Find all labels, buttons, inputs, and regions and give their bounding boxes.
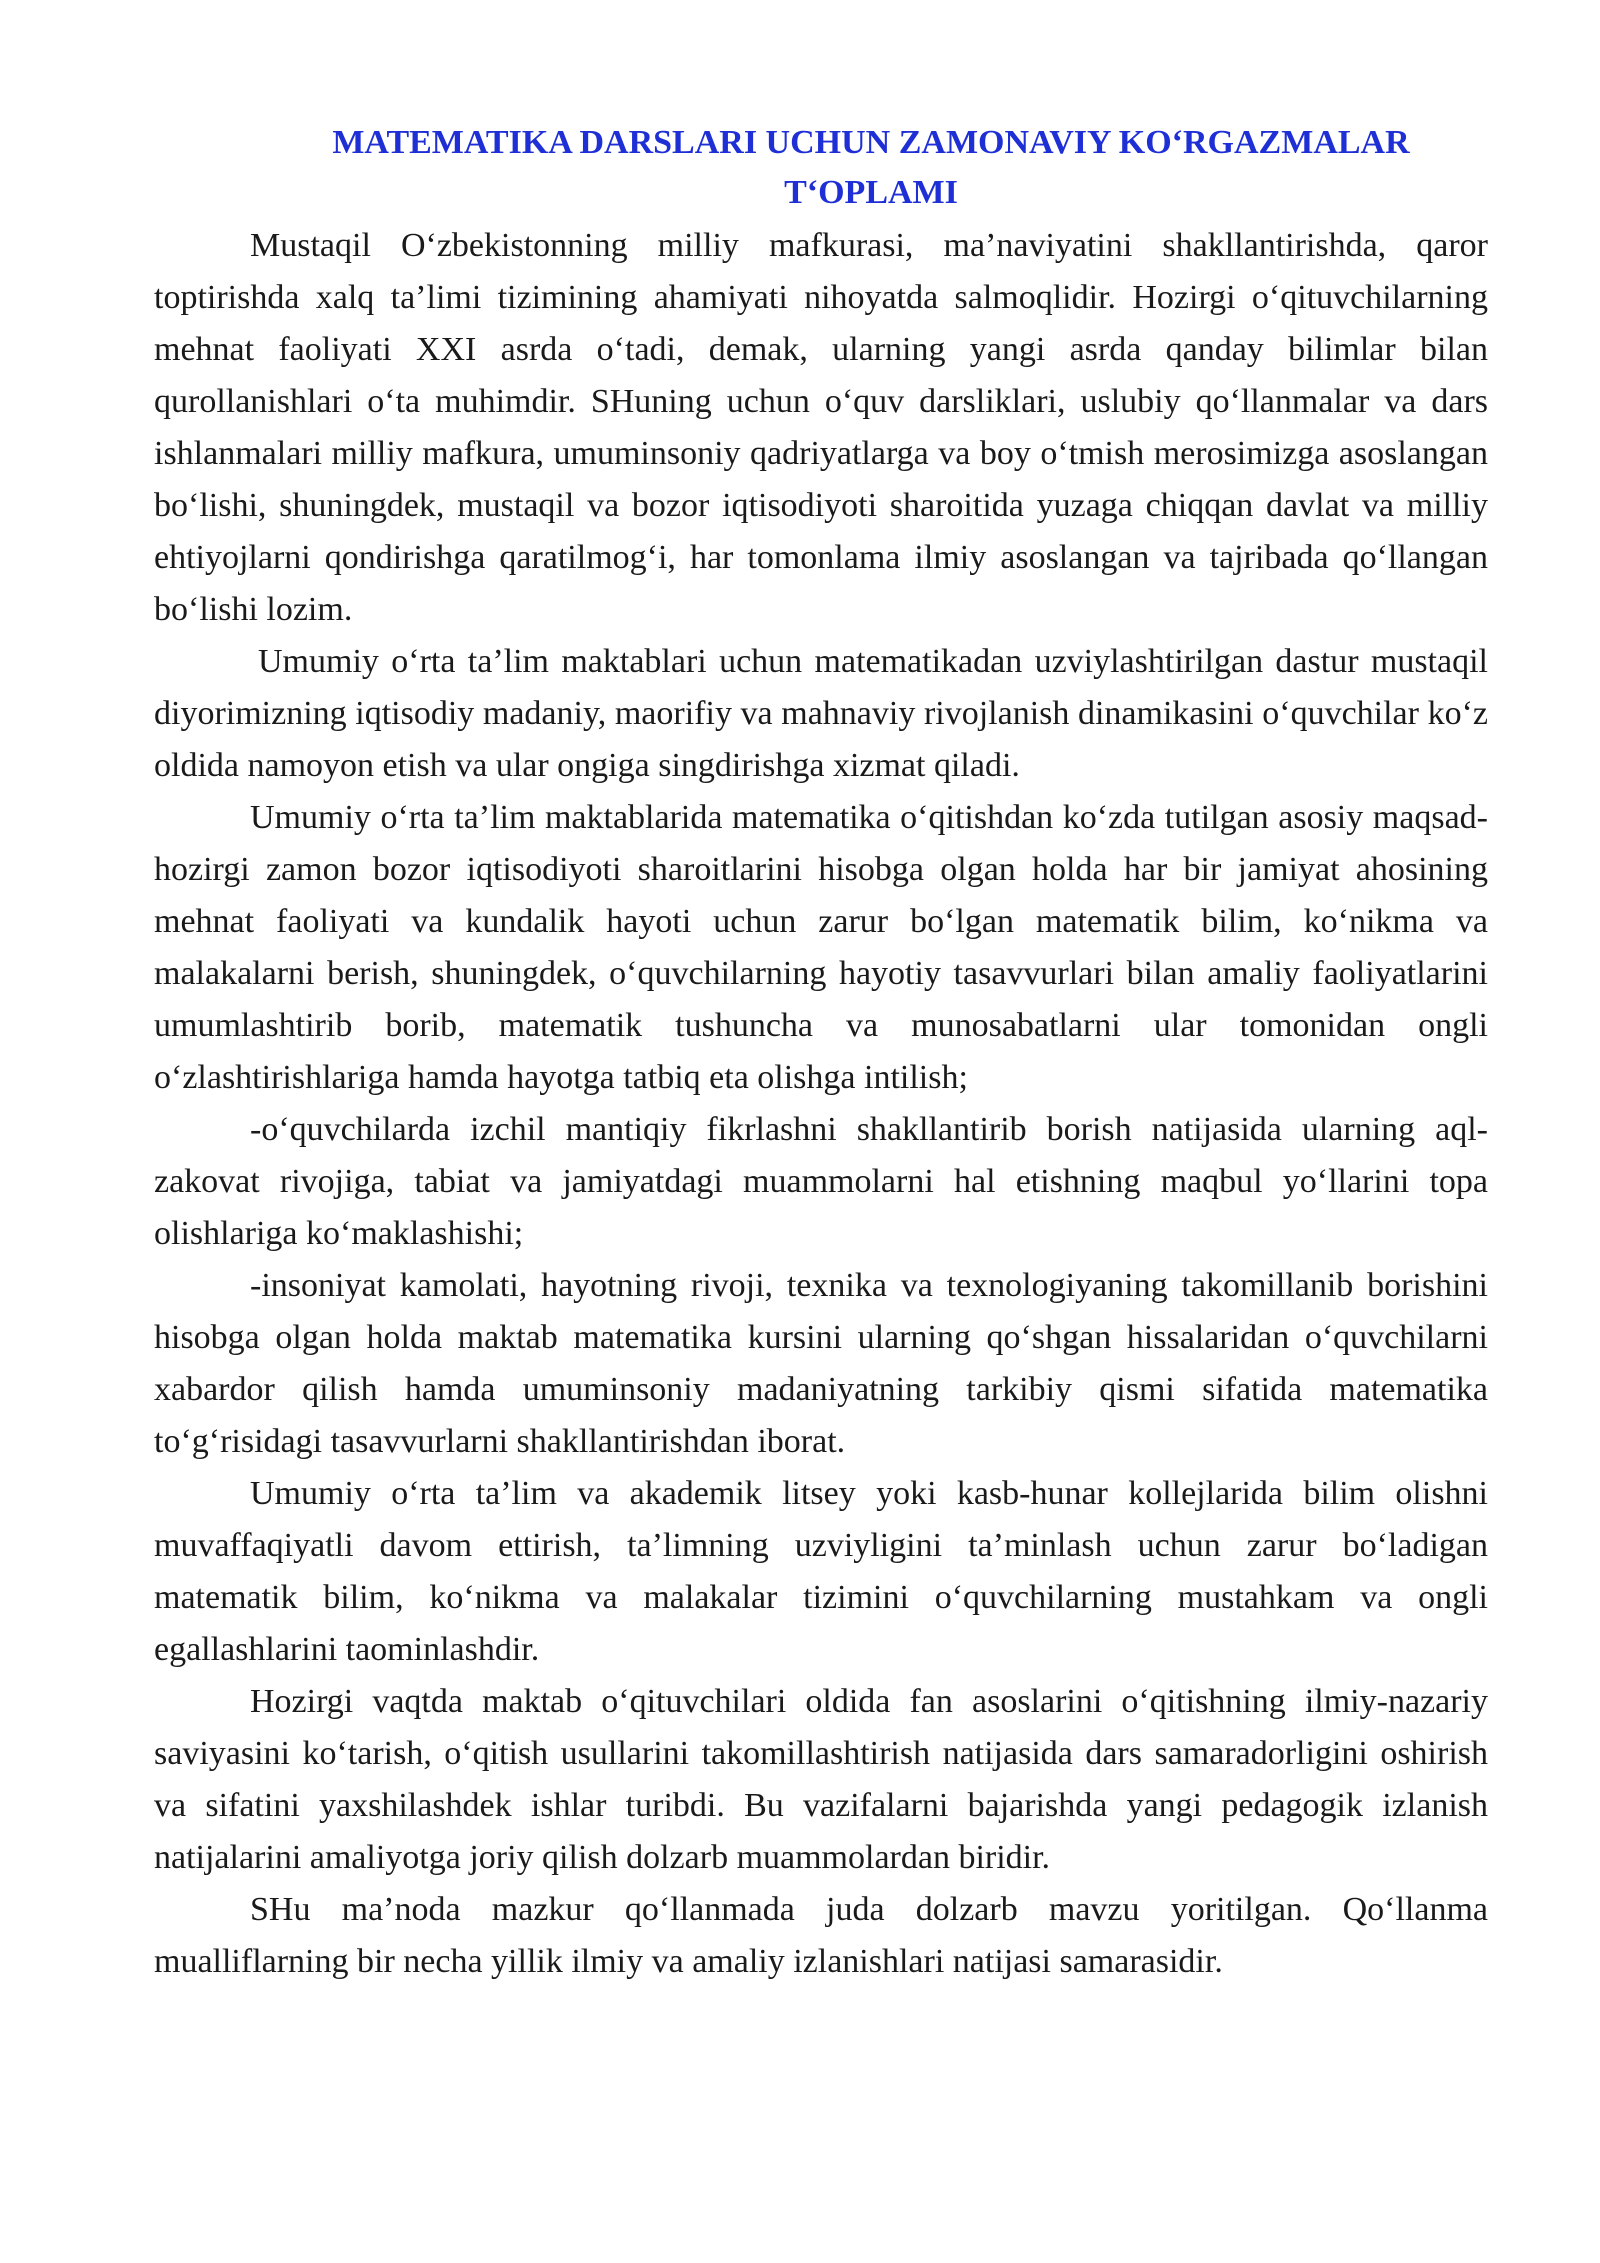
paragraph-2: Umumiy o‘rta ta’lim maktablari uchun matematikadan uzviylashtirilgan dastur mustaqil diyorimizning iqtisodiy madaniy, maorifiy va mahnaviy rivojlanish dinamikasini o‘quvchilar ko‘z oldida namoyon etish va ular ongiga singdirishga xizmat qiladi. (154, 643, 1488, 784)
paragraph-1: Mustaqil O‘zbekistonning milliy mafkurasi, ma’naviyatini shakllantirishda, qaror toptirishda xalq ta’limi tizimining ahamiyati nihoyatda salmoqlidir. Hozirgi o‘qituvchilarning mehnat faoliyati XXI asrda o‘tadi, demak, ularning yangi asrda qanday bilimlar bilan qurollanishlari o‘ta muhimdir. SHuning uchun o‘quv darsliklari, uslubiy qo‘llanmalar va dars ishlanmalari milliy mafkura, umuminsoniy qadriyatlarga va boy o‘tmish merosimizga asoslangan bo‘lishi, shuningdek, mustaqil va bozor iqtisodiyoti sharoitida yuzaga chiqqan davlat va milliy ehtiyojlarni qondirishga qaratilmog‘i, har tomonlama ilmiy asoslangan va tajribada qo‘llangan bo‘lishi lozim. (154, 227, 1488, 628)
document-title: MATEMATIKA DARSLARI UCHUN ZAMONAVIY KO‘RGAZMALAR T‘OPLAMI (332, 124, 1410, 211)
paragraph-7: Hozirgi vaqtda maktab o‘qituvchilari oldida fan asoslarini o‘qitishning ilmiy-nazariy saviyasini ko‘tarish, o‘qitish usullarini takomillashtirish natijasida dars samaradorligini oshirish va sifatini yaxshilashdek ishlar turibdi. Bu vazifalarni bajarishda yangi pedagogik izlanish natijalarini amaliyotga joriy qilish dolzarb muammolardan biridir. (154, 1683, 1488, 1876)
document-page (154, 118, 1488, 1988)
paragraph-8: SHu ma’noda mazkur qo‘llanmada juda dolzarb mavzu yoritilgan. Qo‘llanma mualliflarning bir necha yillik ilmiy va amaliy izlanishlari natijasi samarasidir. (154, 1891, 1488, 1980)
paragraph-5: -insoniyat kamolati, hayotning rivoji, texnika va texnologiyaning takomillanib borishini hisobga olgan holda maktab matematika kursini ularning qo‘shgan hissalaridan o‘quvchilarni xabardor qilish hamda umuminsoniy madaniyatning tarkibiy qismi sifatida matematika to‘g‘risidagi tasavvurlarni shakllantirishdan iborat. (154, 1267, 1488, 1460)
paragraph-6: Umumiy o‘rta ta’lim va akademik litsey yoki kasb-hunar kollejlarida bilim olishni muvaffaqiyatli davom ettirish, ta’limning uzviyligini ta’minlash uchun zarur bo‘ladigan matematik bilim, ko‘nikma va malakalar tizimini o‘quvchilarning mustahkam va ongli egallashlarini taominlashdir. (154, 1475, 1488, 1668)
paragraph-4: -o‘quvchilarda izchil mantiqiy fikrlashni shakllantirib borish natijasida ularning aql-zakovat rivojiga, tabiat va jamiyatdagi muammolarni hal etishning maqbul yo‘llarini topa olishlariga ko‘maklashishi; (154, 1111, 1488, 1252)
paragraph-3: Umumiy o‘rta ta’lim maktablarida matematika o‘qitishdan ko‘zda tutilgan asosiy maqsad-hozirgi zamon bozor iqtisodiyoti sharoitlarini hisobga olgan holda har bir jamiyat ahosining mehnat faoliyati va kundalik hayoti uchun zarur bo‘lgan matematik bilim, ko‘nikma va malakalarni berish, shuningdek, o‘quvchilarning hayotiy tasavvurlari bilan amaliy faoliyatlarini umumlashtirib borib, matematik tushuncha va munosabatlarni ular tomonidan ongli o‘zlashtirishlariga hamda hayotga tatbiq eta olishga intilish; (154, 799, 1488, 1096)
